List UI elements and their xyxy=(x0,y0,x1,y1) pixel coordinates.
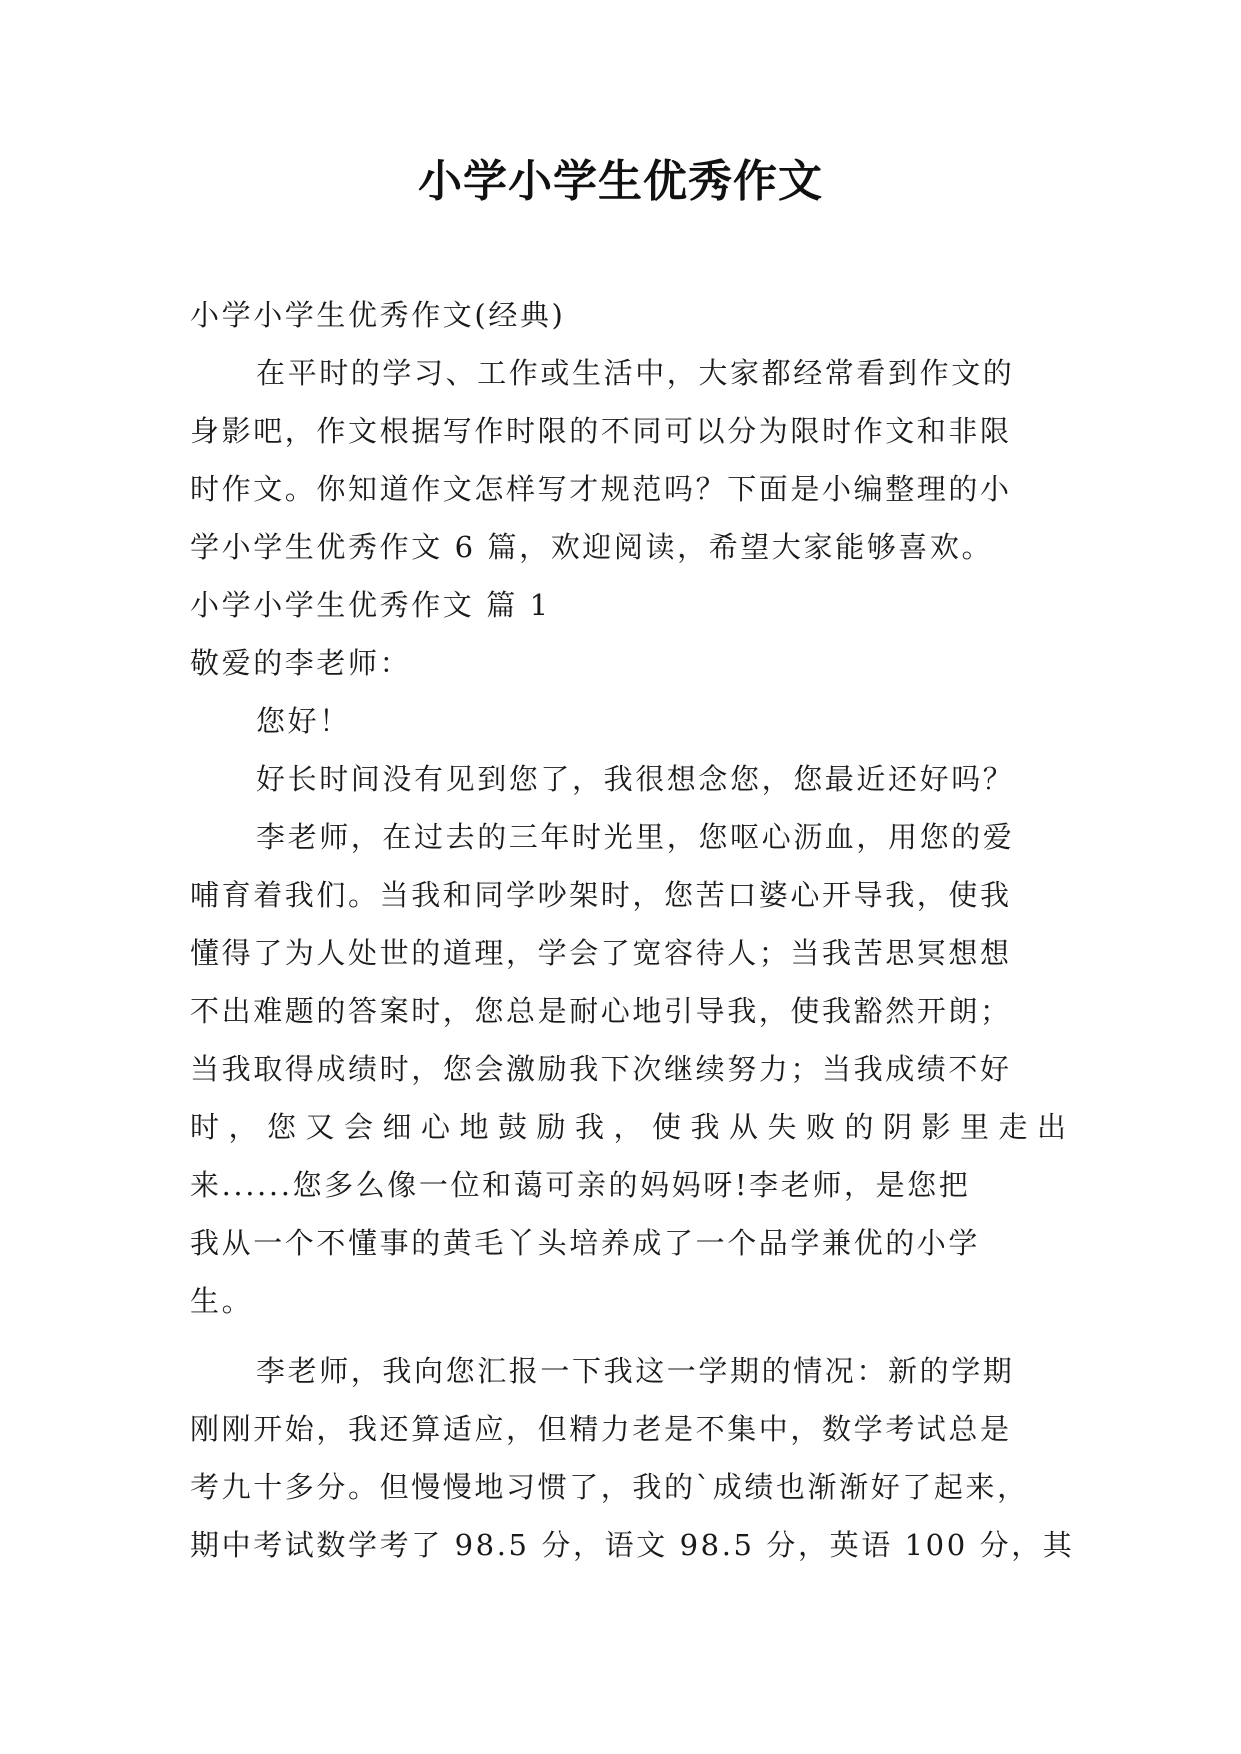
section-heading: 小学小学生优秀作文 篇 1 xyxy=(190,588,551,622)
paragraph-line: 时作文。你知道作文怎样写才规范吗？下面是小编整理的小 xyxy=(190,472,1012,506)
greeting-line: 您好！ xyxy=(256,704,351,738)
paragraph-gap xyxy=(190,1330,1050,1342)
paragraph-line: 好长时间没有见到您了，我很想念您，您最近还好吗？ xyxy=(256,762,1015,796)
paragraph-line: 生。 xyxy=(190,1284,254,1318)
paragraph-line: 学小学生优秀作文 6 篇，欢迎阅读，希望大家能够喜欢。 xyxy=(190,530,994,564)
paragraph-line: 时，您又会细心地鼓励我，使我从失败的阴影里走出 xyxy=(190,1110,1076,1144)
paragraph-line: 在平时的学习、工作或生活中，大家都经常看到作文的 xyxy=(256,356,1015,390)
paragraph-line: 我从一个不懂事的黄毛丫头培养成了一个品学兼优的小学 xyxy=(190,1226,981,1260)
document-body xyxy=(190,286,1076,1574)
paragraph-line: 李老师，在过去的三年时光里，您呕心沥血，用您的爱 xyxy=(256,820,1015,854)
paragraph-line: 来......您多么像一位和蔼可亲的妈妈呀!李老师，是您把 xyxy=(190,1168,971,1202)
salutation-line: 敬爱的李老师： xyxy=(190,646,412,680)
paragraph-line: 考九十多分。但慢慢地习惯了，我的`成绩也渐渐好了起来， xyxy=(190,1470,1029,1504)
paragraph-line: 李老师，我向您汇报一下我这一学期的情况：新的学期 xyxy=(256,1354,1015,1388)
paragraph-line: 期中考试数学考了 98.5 分，语文 98.5 分，英语 100 分，其 xyxy=(190,1528,1075,1562)
subtitle-line: 小学小学生优秀作文(经典) xyxy=(190,298,566,332)
paragraph-line: 不出难题的答案时，您总是耐心地引导我，使我豁然开朗； xyxy=(190,994,1012,1028)
paragraph-line: 懂得了为人处世的道理，学会了宽容待人；当我苦思冥想想 xyxy=(190,936,1012,970)
paragraph-line: 当我取得成绩时，您会激励我下次继续努力；当我成绩不好 xyxy=(190,1052,1012,1086)
paragraph-line: 身影吧，作文根据写作时限的不同可以分为限时作文和非限 xyxy=(190,414,1012,448)
paragraph-line: 哺育着我们。当我和同学吵架时，您苦口婆心开导我，使我 xyxy=(190,878,1012,912)
document-title: 小学小学生优秀作文 xyxy=(418,156,823,207)
paragraph-line: 刚刚开始，我还算适应，但精力老是不集中，数学考试总是 xyxy=(190,1412,1012,1446)
